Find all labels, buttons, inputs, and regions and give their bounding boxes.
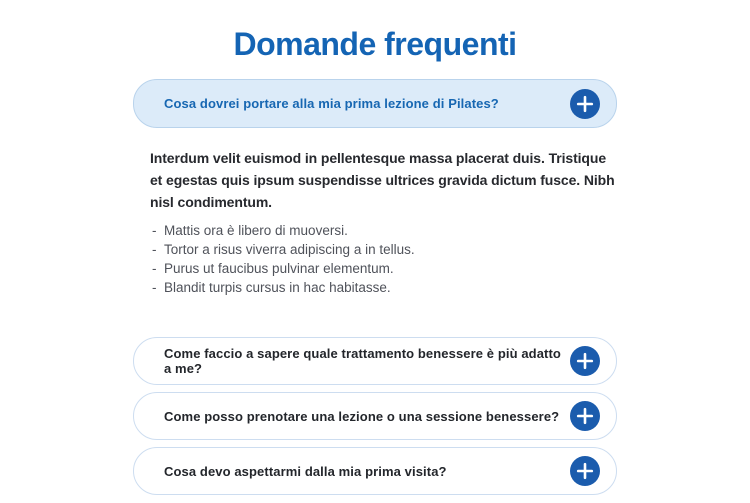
faq-item-1-header[interactable] [133, 79, 617, 128]
answer-list-item: - Blandit turpis cursus in hac habitasse. [150, 278, 617, 297]
faq-item-3-question: Come posso prenotare una lezione o una sessione benessere? [164, 408, 560, 424]
answer-list [150, 221, 617, 297]
faq-item-4-question: Cosa devo aspettarmi dalla mia prima visita? [164, 463, 447, 479]
spacer [133, 297, 617, 330]
faq-section [133, 26, 617, 495]
plus-icon[interactable] [570, 89, 600, 119]
answer-list-item: - Tortor a risus viverra adipiscing a in tellus. [150, 240, 617, 259]
faq-item-3-header[interactable] [133, 392, 617, 440]
plus-icon[interactable] [570, 456, 600, 486]
page-title: Domande frequenti [233, 26, 517, 62]
faq-item-1-answer [133, 128, 617, 297]
answer-list-item: - Purus ut faucibus pulvinar elementum. [150, 259, 617, 278]
faq-item-2-question: Come faccio a sapere quale trattamento benessere è più adatto a me? [164, 346, 561, 376]
plus-icon[interactable] [570, 346, 600, 376]
faq-item-4-header[interactable] [133, 447, 617, 495]
faq-item-2-header[interactable] [133, 337, 617, 385]
faq-item-1-question: Cosa dovrei portare alla mia prima lezione di Pilates? [164, 96, 499, 111]
plus-icon[interactable] [570, 401, 600, 431]
answer-list-item: - Mattis ora è libero di muoversi. [150, 221, 617, 240]
answer-paragraph: Interdum velit euismod in pellentesque massa placerat duis. Tristique et egestas quis ipsum suspendisse ultrices gravida dictum fusce. Nibh nisl condimentum. [150, 150, 615, 210]
